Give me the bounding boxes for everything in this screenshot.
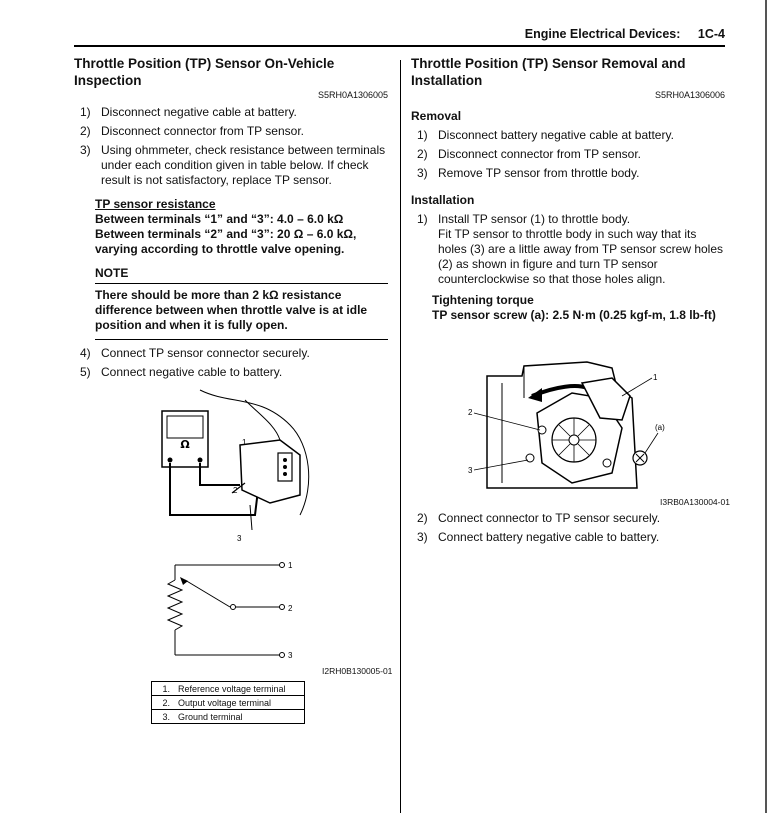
step-item: 5) Connect negative cable to battery.	[80, 365, 283, 379]
section-title: Throttle Position (TP) Sensor Removal and Installation	[411, 56, 686, 88]
header-rule	[74, 45, 725, 47]
step-item: 2) Connect connector to TP sensor securely.	[417, 511, 661, 525]
torque-spec	[432, 293, 725, 323]
terminal-label: 2	[288, 604, 293, 613]
callout-label: (a)	[655, 423, 665, 432]
callout-label: 1	[653, 373, 658, 382]
spec-line: Between terminals “2” and “3”: 20 Ω – 6.0 kΩ, varying according to throttle valve opening.	[95, 227, 357, 256]
step-detail: Fit TP sensor to throttle body in such way that its holes (3) are a little away from TP sensor screw holes (2) as shown in figure and turn TP sensor counterclockwise so that those holes align.	[438, 227, 724, 286]
step-item: 3) Remove TP sensor from throttle body.	[417, 166, 640, 180]
terminal-legend	[151, 681, 305, 724]
section-name: Engine Electrical Devices:	[524, 27, 681, 41]
note-text: There should be more than 2 kΩ resistance difference between when throttle valve is at idle position and when it is fully open.	[95, 288, 388, 340]
step-item: 4) Connect TP sensor connector securely.	[80, 346, 310, 360]
page-header	[525, 27, 725, 41]
step-item: 1) Install TP sensor (1) to throttle body. Fit TP sensor to throttle body in such way that its holes (3) are a little away from TP sensor screw holes (2) as shown in figure and turn TP sensor counterclockwise so that those holes align.	[417, 212, 724, 286]
callout-label: 2	[233, 486, 238, 495]
figure-code: I3RB0A130004-01	[660, 497, 730, 507]
potentiometer-schematic	[168, 561, 293, 660]
left-column	[74, 55, 388, 384]
section-title: Throttle Position (TP) Sensor On-Vehicle Inspection	[74, 56, 335, 88]
step-item: 1) Disconnect negative cable at battery.	[80, 105, 297, 119]
torque-value: TP sensor screw (a): 2.5 N·m (0.25 kgf-m, 1.8 lb-ft)	[432, 308, 716, 322]
installation-heading: Installation	[411, 193, 475, 207]
step-item: 2) Disconnect connector from TP sensor.	[417, 147, 641, 161]
step-list	[411, 507, 725, 549]
step-item: 3) Connect battery negative cable to battery.	[417, 530, 660, 544]
step-item: 2) Disconnect connector from TP sensor.	[80, 124, 304, 138]
section-code: S5RH0A1306005	[317, 90, 388, 100]
table-row: 2. Output voltage terminal	[152, 696, 305, 710]
step-list	[411, 128, 725, 181]
table-row: 3. Ground terminal	[152, 710, 305, 724]
spec-title: TP sensor resistance	[95, 197, 216, 211]
resistance-spec	[95, 197, 388, 257]
spec-line: Between terminals “1” and “3”: 4.0 – 6.0 kΩ	[95, 212, 344, 226]
column-divider	[400, 60, 401, 813]
callout-label: 1	[242, 438, 247, 447]
note-label: NOTE	[95, 266, 388, 284]
figure-code: I2RH0B130005-01	[322, 666, 393, 676]
ohm-symbol: Ω	[180, 438, 190, 451]
section-code: S5RH0A1306006	[654, 90, 725, 100]
step-list	[74, 346, 388, 380]
removal-heading: Removal	[411, 109, 462, 123]
ohmmeter-figure	[150, 385, 395, 680]
callout-label: 3	[237, 534, 242, 543]
terminal-label: 3	[288, 651, 293, 660]
torque-title: Tightening torque	[432, 293, 534, 307]
page-number: 1C-4	[697, 27, 725, 41]
step-item: 3) Using ohmmeter, check resistance between terminals under each condition given in table below. If check result is not satisfactory, replace TP sensor.	[80, 143, 386, 187]
step-list	[411, 212, 725, 287]
throttle-body-figure	[462, 358, 702, 496]
step-item: 1) Disconnect battery negative cable at battery.	[417, 128, 674, 142]
step-list	[74, 105, 388, 188]
table-row: 1. Reference voltage terminal	[152, 682, 305, 696]
callout-label: 2	[468, 408, 473, 417]
callout-label: 3	[468, 466, 473, 475]
note-box	[95, 266, 388, 340]
terminal-label: 1	[288, 561, 293, 570]
